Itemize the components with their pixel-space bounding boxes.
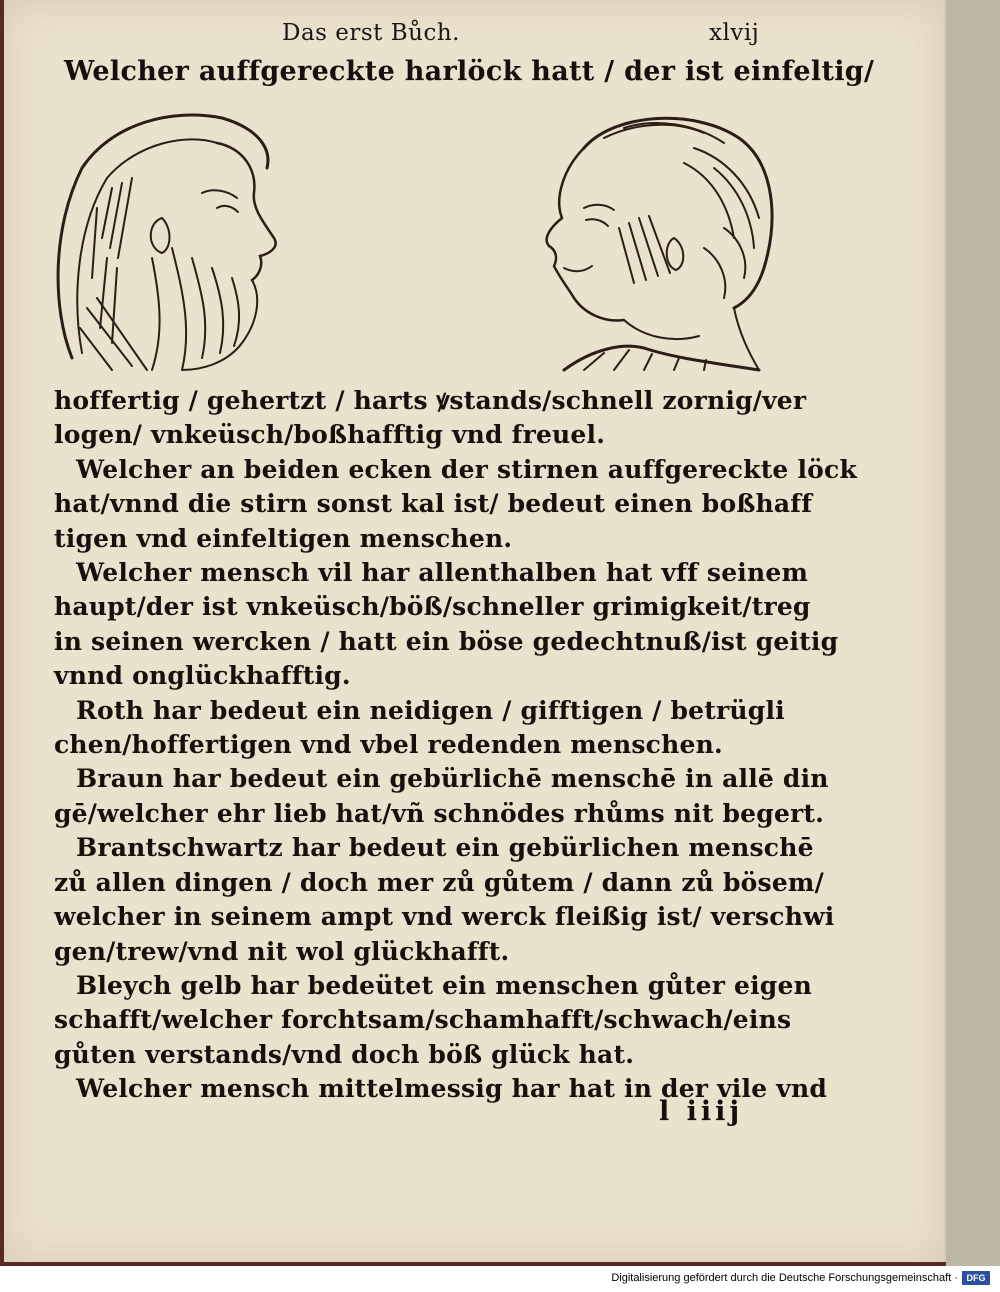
text-line: Braun har bedeut ein gebürlichē menschē in allē din <box>76 764 829 794</box>
text-line: zů allen dingen / doch mer zů gůtem / dann zů bösem/ <box>54 867 824 897</box>
text-line: Roth har bedeut ein neidigen / gifftigen / betrügli <box>76 695 785 725</box>
folio-number: xlvij <box>709 20 760 46</box>
dfg-logo-icon: DFG <box>962 1271 990 1285</box>
text-line: hoffertig / gehertzt / harts ꝟstands/schnell zornig/ver <box>54 386 807 415</box>
book-page <box>4 0 946 1262</box>
text-line: chen/hoffertigen vnd vbel redenden menschen. <box>54 730 723 760</box>
signature-mark: l iiij <box>659 1096 744 1127</box>
text-line: schafft/welcher forchtsam/schamhafft/schwach/eins <box>54 1005 792 1035</box>
body-text <box>54 384 857 1107</box>
headline: Welcher auffgereckte harlöck hatt / der ist einfeltig/ <box>64 56 875 87</box>
text-line: haupt/der ist vnkeüsch/böß/schneller grimigkeit/treg <box>54 592 811 622</box>
funding-credit: Digitalisierung gefördert durch die Deutsche Forschungsgemeinschaft · <box>611 1272 958 1284</box>
footer-bar <box>0 1268 1000 1292</box>
text-line: in seinen wercken / hatt ein böse gedechtnuß/ist geitig <box>54 626 839 656</box>
text-line: gůten verstands/vnd doch böß glück hat. <box>54 1039 635 1069</box>
text-line: Welcher an beiden ecken der stirnen auffgereckte löck <box>76 454 857 484</box>
text-line: vnnd onglückhafftig. <box>54 661 351 691</box>
bearded-man-woodcut <box>52 108 322 378</box>
running-head: Das erst Bůch. <box>282 20 460 46</box>
text-line: welcher in seinem ampt vnd werck fleißig ist/ verschwi <box>54 902 835 932</box>
text-line: gē/welcher ehr lieb hat/vñ schnödes rhůms nit begert. <box>54 798 825 828</box>
scan-background <box>946 0 1000 1266</box>
curly-haired-man-woodcut <box>524 108 784 376</box>
text-line: Brantschwartz har bedeut ein gebürlichen menschē <box>76 833 814 863</box>
text-line: gen/trew/vnd nit wol glückhafft. <box>54 936 510 966</box>
text-line: Bleych gelb har bedeütet ein menschen gůter eigen <box>76 970 812 1000</box>
text-line: hat/vnnd die stirn sonst kal ist/ bedeut einen boßhaff <box>54 489 813 519</box>
text-line: tigen vnd einfeltigen menschen. <box>54 523 513 553</box>
text-line: logen/ vnkeüsch/boßhafftig vnd freuel. <box>54 420 606 450</box>
text-line: Welcher mensch mittelmessig har hat in der vile vnd <box>76 1074 827 1104</box>
text-line: Welcher mensch vil har allenthalben hat vff seinem <box>76 558 809 588</box>
